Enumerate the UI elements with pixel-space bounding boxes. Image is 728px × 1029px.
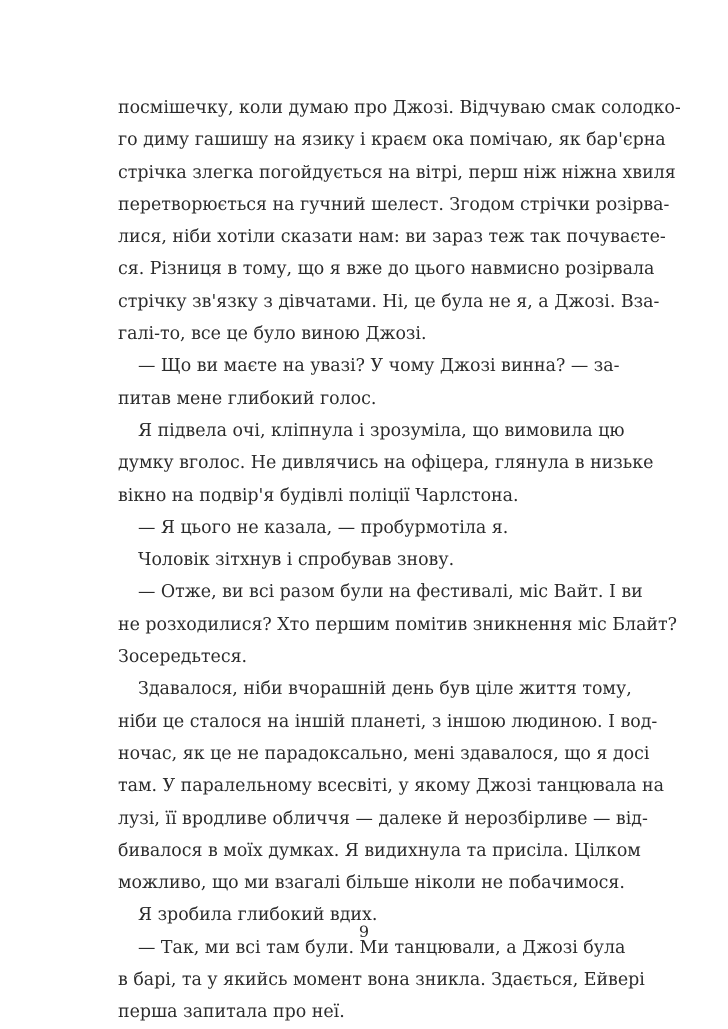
text-line: — Що ви маєте на увазі? У чому Джозі винна? — за- [138,356,620,377]
text-line: лузі, її вродливе обличчя — далеке й нерозбірливе — від- [118,808,648,829]
page-number: 9 [358,922,370,941]
text-line: перша запитала про неї. [118,1002,345,1023]
text-line: там. У паралельному всесвіті, у якому Джозі танцювала на [118,776,664,797]
body-text [118,92,681,1029]
text-line: можливо, що ми взагалі більше ніколи не побачимося. [118,873,625,894]
text-line: Чоловік зітхнув і спробував знову. [138,550,455,571]
text-line: галі-то, все це було виною Джозі. [118,324,427,345]
text-line: ся. Різниця в тому, що я вже до цього навмисно розірвала [118,259,655,280]
text-line: вікно на подвір'я будівлі поліції Чарлстона. [118,485,519,506]
text-line: думку вголос. Не дивлячись на офіцера, глянула в низьке [118,453,654,474]
text-line: Я підвела очі, кліпнула і зрозуміла, що вимовила цю [138,420,625,441]
text-line: лися, ніби хотіли сказати нам: ви зараз теж так почуваєте- [118,227,666,248]
text-line: не розходилися? Хто першим помітив зникнення міс Блайт? [118,614,677,635]
text-line: — Так, ми всі там були. Ми танцювали, а Джозі була [138,937,626,958]
text-line: стрічка злегка погойдується на вітрі, перш ніж ніжна хвиля [118,162,676,183]
text-line: Здавалося, ніби вчорашній день був ціле життя тому, [138,679,632,700]
text-line: перетворюється на гучний шелест. Згодом стрічки розірва- [118,194,670,215]
text-line: — Отже, ви всі разом були на фестивалі, міс Вайт. І ви [138,582,643,603]
text-line: — Я цього не казала, — пробурмотіла я. [138,517,509,538]
text-line: стрічку зв'язку з дівчатами. Ні, це була не я, а Джозі. Вза- [118,291,660,312]
text-line: Зосередьтеся. [118,647,248,668]
text-line: го диму гашишу на язику і краєм ока помічаю, як бар'єрна [118,130,666,151]
text-line: посмішечку, коли думаю про Джозі. Відчуваю смак солодко- [118,98,681,118]
text-line: питав мене глибокий голос. [118,388,377,409]
text-line: Я зробила глибокий вдих. [138,905,378,926]
text-line: в барі, та у якийсь момент вона зникла. Здається, Ейвері [118,970,645,991]
text-line: бивалося в моїх думках. Я видихнула та присіла. Цілком [118,840,641,861]
text-line: ночас, як це не парадоксально, мені здавалося, що я досі [118,743,650,764]
text-line: ніби це сталося на іншій планеті, з іншою людиною. І вод- [118,711,658,732]
